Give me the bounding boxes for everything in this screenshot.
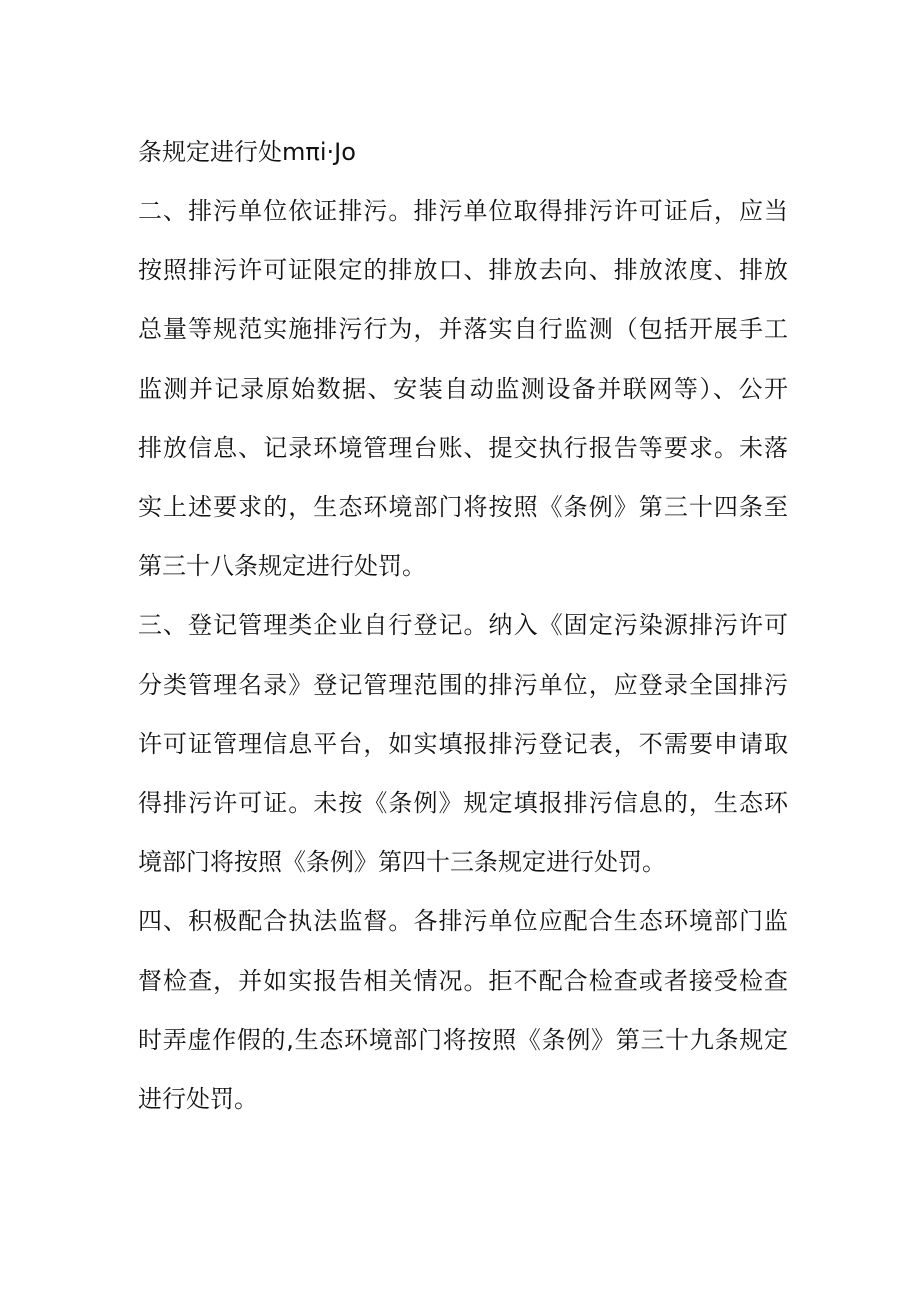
text-line: 实上述要求的，生态环境部门将按照《条例》第三十四条至 <box>138 493 788 521</box>
text-line: 四、积极配合执法监督。各排污单位应配合生态环境部门监 <box>138 907 788 935</box>
text-line: 按照排污许可证限定的排放口、排放去向、排放浓度、排放 <box>138 256 788 284</box>
text-line: 进行处罚。 <box>138 1085 258 1113</box>
text-line: 时弄虚作假的,生态环境部门将按照《条例》第三十九条规定 <box>138 1026 788 1054</box>
text-line: 条规定进行处mπi·Jo <box>138 138 356 166</box>
text-line: 三、登记管理类企业自行登记。纳入《固定污染源排污许可 <box>138 611 788 639</box>
text-line: 许可证管理信息平台，如实填报排污登记表，不需要申请取 <box>138 730 788 758</box>
text-line: 监测并记录原始数据、安装自动监测设备并联网等）、公开 <box>138 375 788 403</box>
text-line: 总量等规范实施排污行为，并落实自行监测（包括开展手工 <box>138 315 788 343</box>
text-line: 得排污许可证。未按《条例》规定填报排污信息的，生态环 <box>138 789 788 817</box>
text-line: 二、排污单位依证排污。排污单位取得排污许可证后，应当 <box>138 197 788 225</box>
text-line: 排放信息、记录环境管理台账、提交执行报告等要求。未落 <box>138 434 788 462</box>
text-line: 分类管理名录》登记管理范围的排污单位，应登录全国排污 <box>138 671 788 699</box>
text-line: 境部门将按照《条例》第四十三条规定进行处罚。 <box>138 848 666 876</box>
text-line: 督检查，并如实报告相关情况。拒不配合检查或者接受检查 <box>138 967 788 995</box>
text-line: 第三十八条规定进行处罚。 <box>138 552 426 580</box>
